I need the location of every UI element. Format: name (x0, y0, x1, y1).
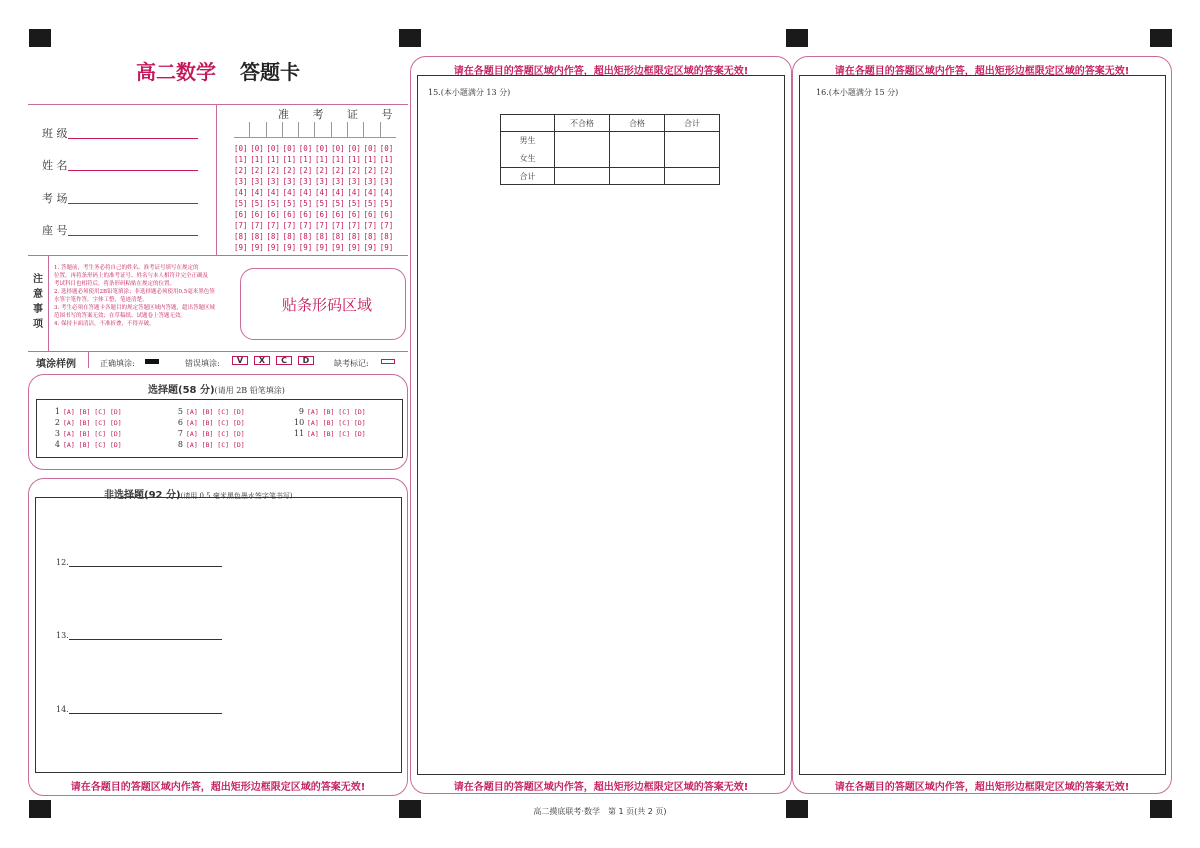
notice-line: 水签字笔作答，字体工整、笔迹清楚。 (54, 297, 148, 303)
choice-option-bubbles[interactable]: [A] [B] [C] [D] (63, 418, 122, 427)
seat-label: 座 号 (42, 224, 68, 237)
nonchoice-note: (请用 0.5 毫米黑色墨水签字笔书写) (180, 492, 293, 500)
exam-id-bubble[interactable]: [1] (234, 155, 248, 164)
notice-line: 2. 选择题必须使用2B铅笔填涂；非选择题必须使用0.5毫米黑色签 (54, 289, 215, 295)
notice-line: 4. 保持卡面清洁，不准折叠，不得弄破。 (54, 321, 155, 327)
exam-id-bubble[interactable]: [5] (266, 199, 280, 208)
wrong-fill-sample: V (232, 356, 248, 365)
exam-id-digit-row (234, 242, 396, 253)
name-field[interactable] (68, 170, 198, 171)
choice-question-row (50, 439, 122, 450)
exam-id-bubble[interactable]: [0] (234, 144, 248, 153)
exam-id-bubble[interactable]: [5] (234, 199, 248, 208)
exam-id-bubble[interactable]: [6] (266, 210, 280, 219)
exam-id-bubble[interactable]: [1] (314, 155, 329, 164)
exam-id-title: 准 考 证 号 (278, 108, 403, 121)
choice-question-number: 7 (177, 429, 183, 438)
exam-id-bubble[interactable]: [4] (282, 188, 297, 197)
table-cell[interactable] (610, 168, 665, 185)
exam-id-bubble[interactable]: [1] (347, 155, 361, 164)
q15-table (500, 114, 720, 185)
exam-id-digit-row (234, 231, 396, 242)
exam-id-bubble[interactable]: [9] (331, 243, 345, 252)
warning-left-bottom: 请在各题目的答题区域内作答，超出矩形边框限定区域的答案无效! (70, 782, 366, 793)
choice-question-number: 2 (54, 418, 60, 427)
choice-note: (请用 2B 铅笔填涂) (214, 386, 285, 395)
exam-id-bubble[interactable]: [5] (331, 199, 345, 208)
exam-id-bubble[interactable]: [7] (379, 221, 394, 230)
class-label: 班 级 (42, 127, 68, 140)
exam-id-bubble[interactable]: [0] (347, 144, 361, 153)
exam-id-bubble[interactable]: [9] (266, 243, 280, 252)
choice-question-row (173, 417, 245, 428)
choice-column-1[interactable] (50, 406, 122, 450)
exam-id-bubble[interactable]: [8] (347, 232, 361, 241)
exam-id-bubble[interactable]: [6] (250, 210, 264, 219)
choice-question-row (294, 406, 366, 417)
exam-id-bubble[interactable]: [1] (266, 155, 280, 164)
q12-answer-line[interactable] (69, 566, 222, 567)
notice-line: 位置，再将条形码上的准考证号、姓名与本人相符并完全正确及 (54, 273, 209, 279)
exam-id-bubble[interactable]: [4] (298, 188, 313, 197)
exam-id-bubble[interactable]: [9] (298, 243, 313, 252)
notice-label-divider (48, 256, 49, 352)
q13-label: 13. (56, 631, 69, 640)
choice-question-number: 8 (177, 440, 183, 449)
exam-id-bubble[interactable]: [5] (282, 199, 297, 208)
fill-example-label: 填涂样例 (36, 359, 76, 370)
exam-id-bubble[interactable]: [8] (250, 232, 264, 241)
exam-id-bubble[interactable]: [0] (379, 144, 394, 153)
exam-id-bubble[interactable]: [7] (266, 221, 280, 230)
exam-id-bubble[interactable]: [6] (298, 210, 313, 219)
exam-id-bubble[interactable]: [1] (250, 155, 264, 164)
room-label: 考 场 (42, 192, 68, 205)
exam-id-digit-row (234, 165, 396, 176)
exam-id-digit-row (234, 198, 396, 209)
exam-id-digit-row (234, 220, 396, 231)
subject-title: 高二数学 (136, 60, 216, 84)
exam-id-bubble[interactable]: [2] (250, 166, 264, 175)
q13-answer-line[interactable] (69, 639, 222, 640)
choice-title: 选择题(58 分) (148, 385, 215, 396)
exam-id-bubble[interactable]: [2] (331, 166, 345, 175)
notice-line: 3. 考生必须在答题卡各题目的规定答题区域内答题，超出答题区域 (54, 305, 215, 311)
table-header-cell: 合计 (665, 115, 720, 132)
nonchoice-answer-box[interactable] (35, 497, 402, 773)
choice-option-bubbles[interactable]: [A] [B] [C] [D] (63, 407, 122, 416)
table-cell[interactable] (555, 150, 610, 168)
exam-id-bubble[interactable]: [7] (282, 221, 297, 230)
exam-id-bubble[interactable]: [1] (282, 155, 297, 164)
exam-id-bubble[interactable]: [1] (379, 155, 394, 164)
choice-question-number: 10 (294, 418, 305, 427)
table-header-cell (501, 115, 555, 132)
choice-question-number: 1 (54, 407, 60, 416)
exam-id-bubble[interactable]: [9] (314, 243, 329, 252)
q16-answer-box[interactable] (799, 75, 1166, 775)
choice-option-bubbles[interactable]: [A] [B] [C] [D] (307, 418, 366, 427)
exam-id-bubble[interactable]: [4] (363, 188, 378, 197)
choice-option-bubbles[interactable]: [A] [B] [C] [D] (186, 429, 245, 438)
table-total-label: 合计 (501, 168, 555, 185)
exam-id-bubble[interactable]: [0] (250, 144, 264, 153)
table-cell[interactable] (610, 132, 665, 150)
exam-id-bubble[interactable]: [6] (379, 210, 394, 219)
q15-label: 15.(本小题满分 13 分) (428, 88, 511, 97)
exam-id-bubble[interactable]: [3] (234, 177, 248, 186)
choice-option-bubbles[interactable]: [A] [B] [C] [D] (63, 440, 122, 449)
exam-id-bubble[interactable]: [1] (298, 155, 313, 164)
registration-mark (399, 29, 421, 47)
exam-id-bubble[interactable]: [5] (250, 199, 264, 208)
notice-label-char: 项 (33, 319, 43, 330)
exam-id-bubble[interactable]: [4] (379, 188, 394, 197)
exam-id-bubble[interactable]: [6] (363, 210, 378, 219)
nonchoice-title: 非选择题(92 分) (104, 490, 181, 501)
exam-id-digit-row (234, 209, 396, 220)
warning-middle-bottom: 请在各题目的答题区域内作答，超出矩形边框限定区域的答案无效! (453, 782, 749, 793)
exam-id-bubble[interactable]: [9] (234, 243, 248, 252)
exam-id-digit-row (234, 176, 396, 187)
exam-id-bubble[interactable]: [3] (298, 177, 313, 186)
exam-id-bubble[interactable]: [0] (282, 144, 297, 153)
exam-id-bubble[interactable]: [0] (331, 144, 345, 153)
exam-id-bubble[interactable]: [3] (379, 177, 394, 186)
exam-id-bubble[interactable]: [4] (250, 188, 264, 197)
correct-fill-label: 正确填涂: (100, 359, 135, 368)
exam-id-bubble[interactable]: [5] (314, 199, 329, 208)
exam-id-bubble[interactable]: [6] (331, 210, 345, 219)
fill-example-divider (88, 352, 89, 368)
table-header-cell: 合格 (610, 115, 665, 132)
choice-option-bubbles[interactable]: [A] [B] [C] [D] (186, 440, 245, 449)
notice-line: 1. 答题前，考生务必将自己的姓名、准考证号填写在规定的 (54, 265, 199, 271)
exam-id-bubble[interactable]: [5] (363, 199, 378, 208)
exam-id-bubble[interactable]: [2] (379, 166, 394, 175)
exam-id-bubble[interactable]: [9] (347, 243, 361, 252)
exam-id-bubble[interactable]: [6] (347, 210, 361, 219)
table-row-label: 男生 (519, 136, 536, 146)
choice-question-number: 11 (294, 429, 305, 438)
name-label: 姓 名 (42, 159, 68, 172)
choice-option-bubbles[interactable]: [A] [B] [C] [D] (186, 407, 245, 416)
exam-id-bubble[interactable]: [2] (234, 166, 248, 175)
exam-id-write-row[interactable] (234, 122, 396, 138)
exam-id-bubble[interactable]: [3] (363, 177, 378, 186)
exam-id-bubble[interactable]: [6] (282, 210, 297, 219)
warning-middle-top: 请在各题目的答题区域内作答，超出矩形边框限定区域的答案无效! (453, 66, 749, 77)
table-cell[interactable] (665, 168, 720, 185)
notice-line: 考试科目也相符后，将条形码粘贴在规定的位置。 (54, 281, 176, 287)
exam-id-bubble[interactable]: [4] (266, 188, 280, 197)
choice-column-2[interactable] (173, 406, 245, 450)
exam-id-bubble[interactable]: [7] (363, 221, 378, 230)
exam-id-digit-row (234, 187, 396, 198)
choice-option-bubbles[interactable]: [A] [B] [C] [D] (63, 429, 122, 438)
exam-id-bubble[interactable]: [0] (266, 144, 280, 153)
exam-id-bubble[interactable]: [0] (298, 144, 313, 153)
page-footer: 高二摸底联考·数学 第 1 页(共 2 页) (533, 807, 667, 816)
exam-id-digit-row (234, 143, 396, 154)
exam-id-bubble[interactable]: [2] (347, 166, 361, 175)
exam-id-bubble[interactable]: [9] (363, 243, 378, 252)
barcode-area-label: 贴条形码区域 (282, 296, 373, 314)
notice-label-char: 意 (33, 289, 43, 300)
room-field[interactable] (68, 203, 198, 204)
choice-column-3[interactable] (294, 406, 366, 439)
exam-id-bubble[interactable]: [2] (363, 166, 378, 175)
exam-id-bubble[interactable]: [1] (331, 155, 345, 164)
choice-question-number: 6 (177, 418, 183, 427)
exam-id-bubble[interactable]: [7] (234, 221, 248, 230)
choice-question-row (173, 428, 245, 439)
exam-id-bubble[interactable]: [8] (314, 232, 329, 241)
choice-question-row (294, 428, 366, 439)
choice-question-number: 9 (298, 407, 304, 416)
wrong-fill-sample: C (276, 356, 292, 365)
absent-label: 缺考标记: (334, 359, 369, 368)
info-divider (216, 104, 217, 256)
table-cell[interactable] (555, 168, 610, 185)
exam-id-bubble[interactable]: [3] (282, 177, 297, 186)
exam-id-bubble[interactable]: [4] (234, 188, 248, 197)
exam-id-bubble[interactable]: [7] (331, 221, 345, 230)
notice-text (54, 264, 238, 328)
choice-section-title (148, 381, 285, 396)
exam-id-bubble[interactable]: [8] (282, 232, 297, 241)
exam-id-bubble[interactable]: [6] (234, 210, 248, 219)
exam-id-bubble[interactable]: [1] (363, 155, 378, 164)
warning-right-bottom: 请在各题目的答题区域内作答，超出矩形边框限定区域的答案无效! (834, 782, 1130, 793)
exam-id-bubble[interactable]: [8] (379, 232, 394, 241)
exam-id-bubble[interactable]: [8] (298, 232, 313, 241)
exam-id-bubble[interactable]: [9] (250, 243, 264, 252)
exam-id-bubble[interactable]: [4] (331, 188, 345, 197)
exam-id-bubble[interactable]: [3] (266, 177, 280, 186)
table-row-label: 女生 (519, 153, 536, 163)
choice-question-number: 3 (54, 429, 60, 438)
table-cell[interactable] (665, 150, 720, 168)
card-title: 答题卡 (240, 60, 300, 84)
q12-label: 12. (56, 558, 69, 567)
exam-id-bubble[interactable]: [9] (379, 243, 394, 252)
exam-id-bubble[interactable]: [0] (314, 144, 329, 153)
exam-id-bubble[interactable]: [5] (298, 199, 313, 208)
registration-mark (29, 29, 51, 47)
wrong-fill-sample: D (298, 356, 314, 365)
q14-label: 14. (56, 705, 69, 714)
exam-id-bubble[interactable]: [7] (314, 221, 329, 230)
exam-id-bubble[interactable]: [8] (331, 232, 345, 241)
exam-id-bubble[interactable]: [2] (314, 166, 329, 175)
exam-id-bubble[interactable]: [7] (298, 221, 313, 230)
choice-question-row (50, 417, 122, 428)
wrong-fill-samples (232, 356, 314, 365)
choice-question-row (173, 439, 245, 450)
table-header-cell: 不合格 (555, 115, 610, 132)
exam-id-bubble[interactable]: [3] (250, 177, 264, 186)
choice-question-row (294, 417, 366, 428)
exam-id-bubble[interactable]: [5] (347, 199, 361, 208)
exam-id-bubble[interactable]: [5] (379, 199, 394, 208)
class-field[interactable] (68, 138, 198, 139)
exam-id-bubble[interactable]: [4] (314, 188, 329, 197)
registration-mark (1150, 29, 1172, 47)
exam-id-bubble-grid[interactable] (234, 143, 396, 253)
exam-id-bubble[interactable]: [3] (314, 177, 329, 186)
exam-id-bubble[interactable]: [3] (347, 177, 361, 186)
exam-id-bubble[interactable]: [3] (331, 177, 345, 186)
exam-id-bubble[interactable]: [7] (347, 221, 361, 230)
table-cell[interactable] (610, 150, 665, 168)
notice-line: 范围书写的答案无效；在草稿纸、试题卷上答题无效。 (54, 313, 187, 319)
choice-option-bubbles[interactable]: [A] [B] [C] [D] (307, 407, 366, 416)
notice-label-char: 事 (33, 304, 43, 315)
table-cell[interactable] (665, 132, 720, 150)
choice-option-bubbles[interactable]: [A] [B] [C] [D] (186, 418, 245, 427)
choice-question-row (173, 406, 245, 417)
choice-question-row (50, 428, 122, 439)
registration-mark (786, 29, 808, 47)
table-cell[interactable] (555, 132, 610, 150)
exam-id-bubble[interactable]: [2] (266, 166, 280, 175)
warning-right-top: 请在各题目的答题区域内作答，超出矩形边框限定区域的答案无效! (834, 66, 1130, 77)
exam-id-bubble[interactable]: [8] (266, 232, 280, 241)
seat-field[interactable] (68, 235, 198, 236)
notice-label-char: 注 (33, 274, 43, 285)
correct-fill-sample (145, 359, 159, 364)
choice-question-number: 4 (54, 440, 60, 449)
exam-id-bubble[interactable]: [2] (282, 166, 297, 175)
q14-answer-line[interactable] (69, 713, 222, 714)
exam-id-bubble[interactable]: [2] (298, 166, 313, 175)
exam-id-bubble[interactable]: [8] (363, 232, 378, 241)
choice-question-row (50, 406, 122, 417)
choice-question-number: 5 (177, 407, 183, 416)
notice-label (33, 272, 45, 332)
q16-label: 16.(本小题满分 15 分) (816, 88, 899, 97)
exam-id-bubble[interactable]: [9] (282, 243, 297, 252)
exam-id-bubble[interactable]: [7] (250, 221, 264, 230)
exam-id-digit-row (234, 154, 396, 165)
exam-id-bubble[interactable]: [6] (314, 210, 329, 219)
wrong-fill-label: 错误填涂: (185, 359, 220, 368)
choice-option-bubbles[interactable]: [A] [B] [C] [D] (307, 429, 366, 438)
exam-id-bubble[interactable]: [4] (347, 188, 361, 197)
wrong-fill-sample: X (254, 356, 270, 365)
absent-mark-box[interactable] (381, 359, 395, 364)
exam-id-bubble[interactable]: [0] (363, 144, 378, 153)
exam-id-bubble[interactable]: [8] (234, 232, 248, 241)
